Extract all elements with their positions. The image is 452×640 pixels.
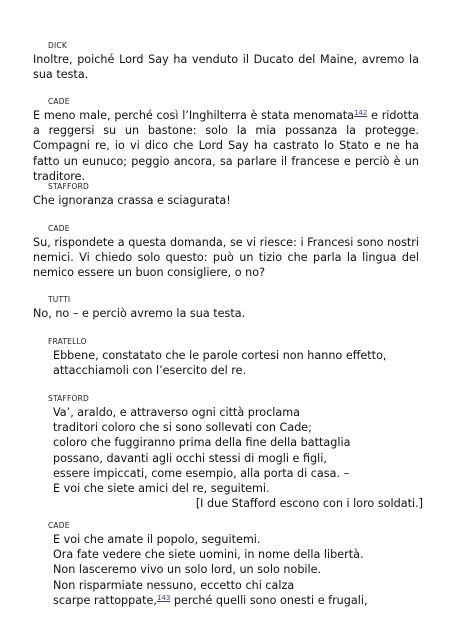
speaker-label: CADE (48, 224, 70, 233)
footnote-link[interactable]: 143 (156, 593, 171, 602)
verse-line: possano, davanti agli occhi stessi di mogli e figli, (53, 451, 327, 465)
speaker-label: STAFFORD (48, 182, 90, 191)
verse-line: Ebbene, constatato che le parole cortesi non hanno effetto, (53, 349, 387, 362)
speaker-label: CADE (48, 97, 70, 106)
prose-speech (33, 108, 419, 184)
prose-speech (33, 235, 419, 281)
verse-text: perché quelli sono onesti e frugali, (170, 593, 368, 607)
footnote-link[interactable]: 142 (353, 109, 368, 117)
speaker-label: CADE (48, 521, 70, 530)
speech-text: e ridotta a reggersi su un bastone: solo la mia possanza la protegge. Compagni re, io vi dico che Lord Say ha castrato lo Stato e ne ha fatto un eunuco; peggio ancora, sa parlare il francese e perciò è un traditore. (33, 109, 419, 183)
stage-direction: [I due Stafford escono con i loro soldati.] (195, 497, 423, 511)
verse-text: scarpe rattoppate, (53, 593, 157, 607)
prose-speech (33, 52, 419, 82)
verse-line: E voi che siete amici del re, seguitemi. (53, 482, 270, 496)
speaker-label: STAFFORD (48, 394, 90, 403)
verse-line: Non risparmiate nessuno, eccetto chi calza (53, 578, 295, 592)
speech-text: Che ignoranza crassa e sciagurata! (33, 194, 231, 207)
verse-line: Ora fate vedere che siete uomini, in nome della libertà. (53, 548, 364, 562)
speaker-label: DICK (48, 41, 67, 50)
verse-speech (53, 348, 423, 378)
verse-speech (53, 532, 423, 608)
verse-line: Non lasceremo vivo un solo lord, un solo nobile. (53, 563, 322, 577)
verse-line: Va’, araldo, e attraverso ogni città proclama (53, 406, 300, 419)
verse-line: essere impiccati, come esempio, alla porta di casa. – (53, 466, 350, 480)
speech-text: No, no – e perciò avremo la sua testa. (33, 307, 246, 320)
verse-line-with-footnote (53, 593, 423, 608)
verse-line: coloro che fuggiranno prima della fine della battaglia (53, 436, 351, 450)
prose-speech (33, 193, 419, 208)
speech-text: Inoltre, poiché Lord Say ha venduto il Ducato del Maine, avremo la sua testa. (33, 53, 419, 82)
prose-speech (33, 306, 419, 321)
verse-line: attacchiamoli con l’esercito del re. (53, 364, 247, 378)
verse-speech (53, 405, 423, 511)
verse-line: traditori coloro che si sono sollevati con Cade; (53, 421, 312, 435)
speech-text: E meno male, perché così l’Inghilterra è stata menomata (33, 109, 354, 122)
speech-text: Su, rispondete a questa domanda, se vi riesce: i Francesi sono nostri nemici. Vi chiedo solo questo: può un tizio che parla la lingua del nemico essere un buon consigliere, o no? (33, 236, 419, 280)
verse-line: E voi che amate il popolo, seguitemi. (53, 533, 261, 546)
speaker-label: TUTTI (48, 295, 71, 304)
speaker-label: FRATELLO (48, 337, 87, 346)
